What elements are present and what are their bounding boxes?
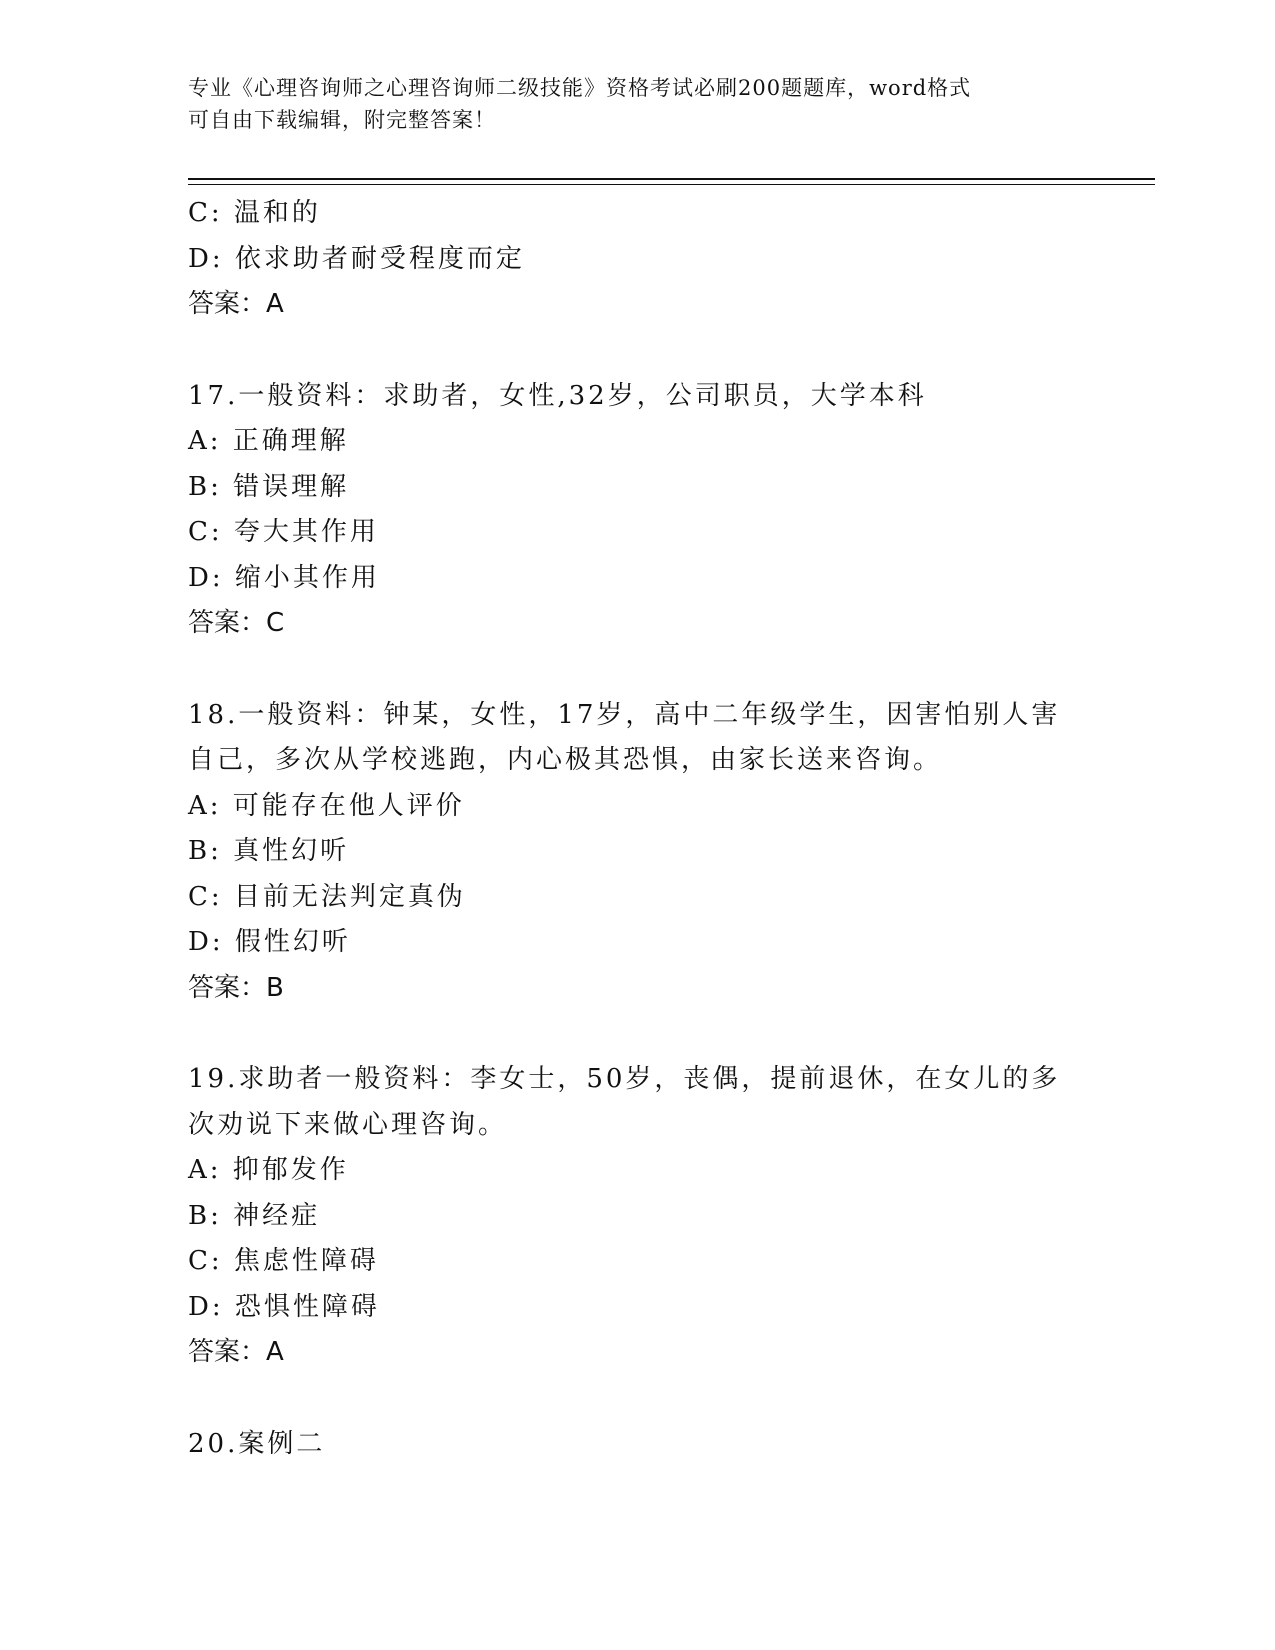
header-divider-thick [188,178,1155,180]
option-c: C: 焦虑性障碍 [188,1246,379,1276]
option-c: C: 目前无法判定真伪 [188,881,466,912]
option-c: C: 温和的 [188,198,321,228]
question-list [188,191,1088,1467]
answer-label: 答案：B [188,972,284,1003]
answer-label: 答案：C [188,608,285,638]
option-d: D: 恐惧性障碍 [188,1291,380,1322]
question-19 [188,1057,1088,1376]
option-d: D: 假性幻听 [188,927,351,957]
spacer [188,328,1088,374]
question-stem: 17.一般资料：求助者，女性,32岁，公司职员，大学本科 [188,380,927,411]
option-d: D: 缩小其作用 [188,562,380,593]
spacer [188,1376,1088,1422]
question-17 [188,374,1088,647]
answer-label: 答案：A [188,1337,284,1367]
question-stem: 18.一般资料：钟某，女性，17岁，高中二年级学生，因害怕别人害自己，多次从学校逃跑，内心极其恐惧，由家长送来咨询。 [188,699,1061,775]
option-d: D: 依求助者耐受程度而定 [188,243,525,274]
question-20 [188,1422,1088,1468]
question-stem: 19.求助者一般资料：李女士，50岁，丧偶，提前退休，在女儿的多次劝说下来做心理咨询。 [188,1064,1061,1140]
document-header [188,72,1088,136]
option-b: B: 真性幻听 [188,836,350,866]
option-a: A: 可能存在他人评价 [188,790,465,821]
header-title-line-2: 可自由下载编辑，附完整答案！ [188,108,496,132]
question-18 [188,693,1088,1012]
question-stem: 20.案例二 [188,1428,326,1459]
answer-label: 答案：A [188,289,284,319]
option-c: C: 夸大其作用 [188,517,379,547]
spacer [188,647,1088,693]
question-16 [188,191,1088,328]
option-b: B: 神经症 [188,1200,321,1231]
option-a: A: 正确理解 [188,426,349,456]
spacer [188,1011,1088,1057]
header-title-line-1: 专业《心理咨询师之心理咨询师二级技能》资格考试必刷200题题库，word格式 [188,76,972,100]
option-a: A: 抑郁发作 [188,1155,349,1185]
option-b: B: 错误理解 [188,471,350,502]
header-divider-thin [188,184,1155,185]
